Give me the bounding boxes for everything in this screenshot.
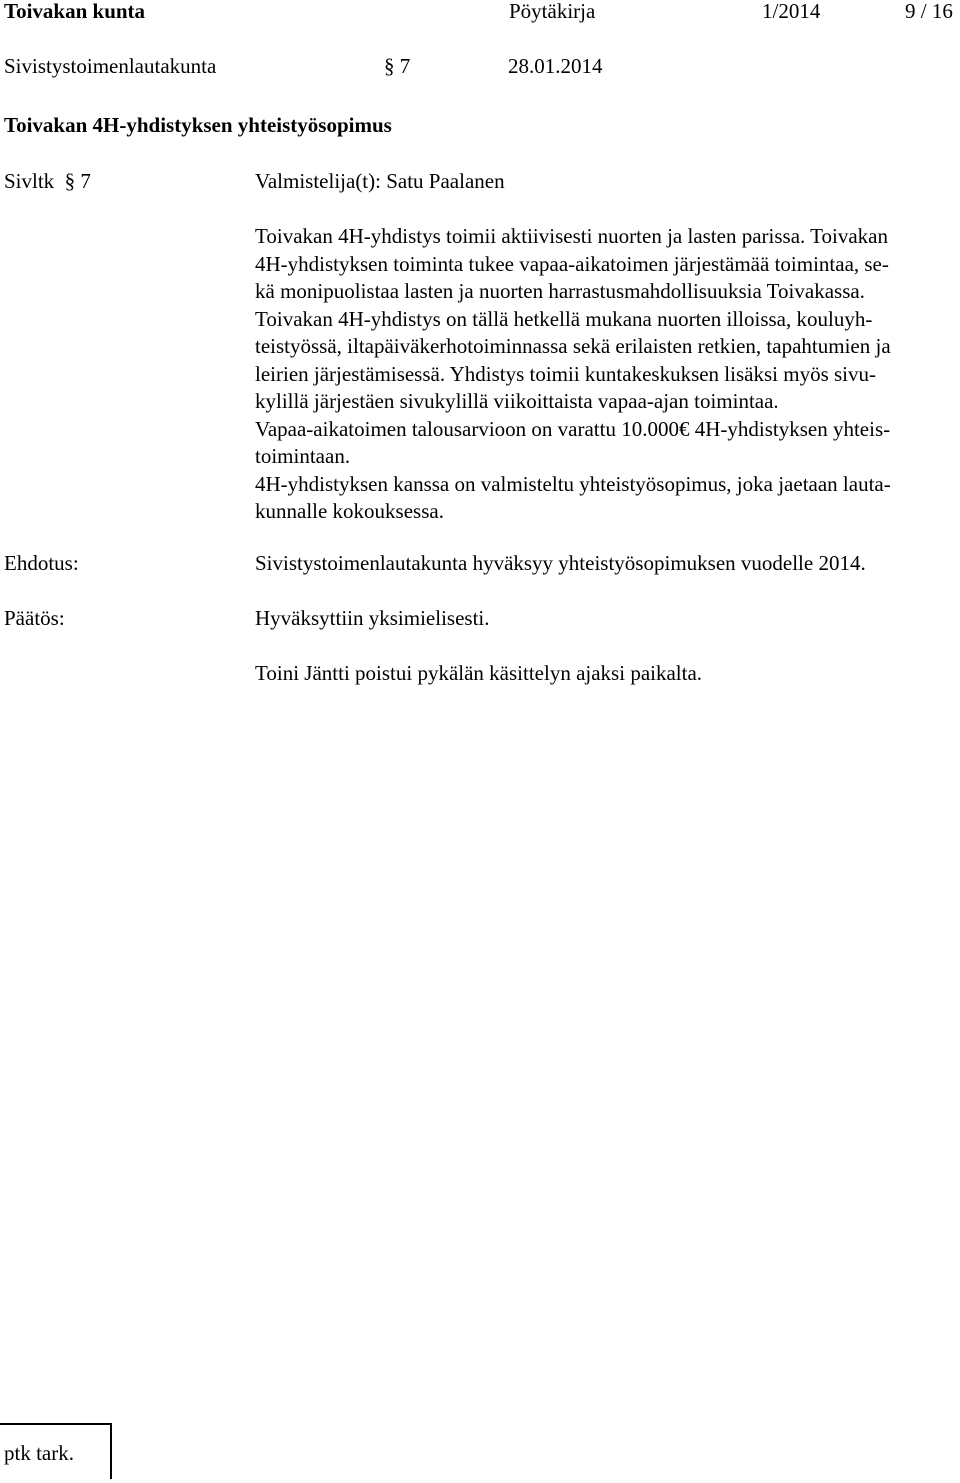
- body-line: kunnalle kokouksessa.: [255, 499, 444, 523]
- body-line: toimintaan.: [255, 444, 351, 468]
- body-line: Toivakan 4H-yhdistys toimii aktiivisesti nuorten ja lasten parissa. Toivakan: [255, 224, 888, 248]
- document-type: Pöytäkirja: [509, 0, 596, 23]
- body-line: kylillä järjestäen sivukylillä viikoittaista vapaa-ajan toimintaa.: [255, 389, 779, 413]
- body-line: 4H-yhdistyksen toiminta tukee vapaa-aikatoimen järjestämää toimintaa, se-: [255, 251, 889, 276]
- decision-label: Päätös:: [4, 606, 65, 630]
- minutes-check-label: ptk tark.: [4, 1441, 74, 1465]
- preparer-line: Valmistelija(t): Satu Paalanen: [255, 169, 505, 193]
- item-title: Toivakan 4H-yhdistyksen yhteistyösopimus: [4, 113, 392, 137]
- proposal-text: Sivistystoimenlautakunta hyväksyy yhteistyösopimuksen vuodelle 2014.: [255, 551, 866, 575]
- body-line: leirien järjestämisessä. Yhdistys toimii kuntakeskuksen lisäksi myös sivu-: [255, 361, 876, 386]
- body-line: 4H-yhdistyksen kanssa on valmisteltu yhteistyösopimus, joka jaetaan lauta-: [255, 471, 891, 496]
- meeting-date: 28.01.2014: [508, 54, 603, 78]
- decision-text: Hyväksyttiin yksimielisesti.: [255, 606, 490, 630]
- body-line: Vapaa-aikatoimen talousarvioon on varattu 10.000€ 4H-yhdistyksen yhteis-: [255, 416, 891, 441]
- committee-name: Sivistystoimenlautakunta: [4, 54, 217, 78]
- body-line: kä monipuolistaa lasten ja nuorten harrastusmahdollisuuksia Toivakassa.: [255, 279, 865, 303]
- minutes-check-box: [0, 1423, 112, 1479]
- additional-note: Toini Jäntti poistui pykälän käsittelyn ajaksi paikalta.: [255, 661, 703, 685]
- section-number: § 7: [384, 54, 411, 78]
- proposal-label: Ehdotus:: [4, 551, 79, 575]
- item-body: [255, 223, 960, 526]
- body-line: Toivakan 4H-yhdistys on tällä hetkellä mukana nuorten illoissa, kouluyh-: [255, 306, 873, 331]
- body-line: teistyössä, iltapäiväkerhotoiminnassa sekä erilaisten retkien, tapahtumien ja: [255, 334, 891, 358]
- page-number: 9 / 16: [905, 0, 953, 23]
- organization-name: Toivakan kunta: [4, 0, 146, 23]
- section-label: Sivltk § 7: [4, 169, 91, 193]
- document-number: 1/2014: [762, 0, 821, 23]
